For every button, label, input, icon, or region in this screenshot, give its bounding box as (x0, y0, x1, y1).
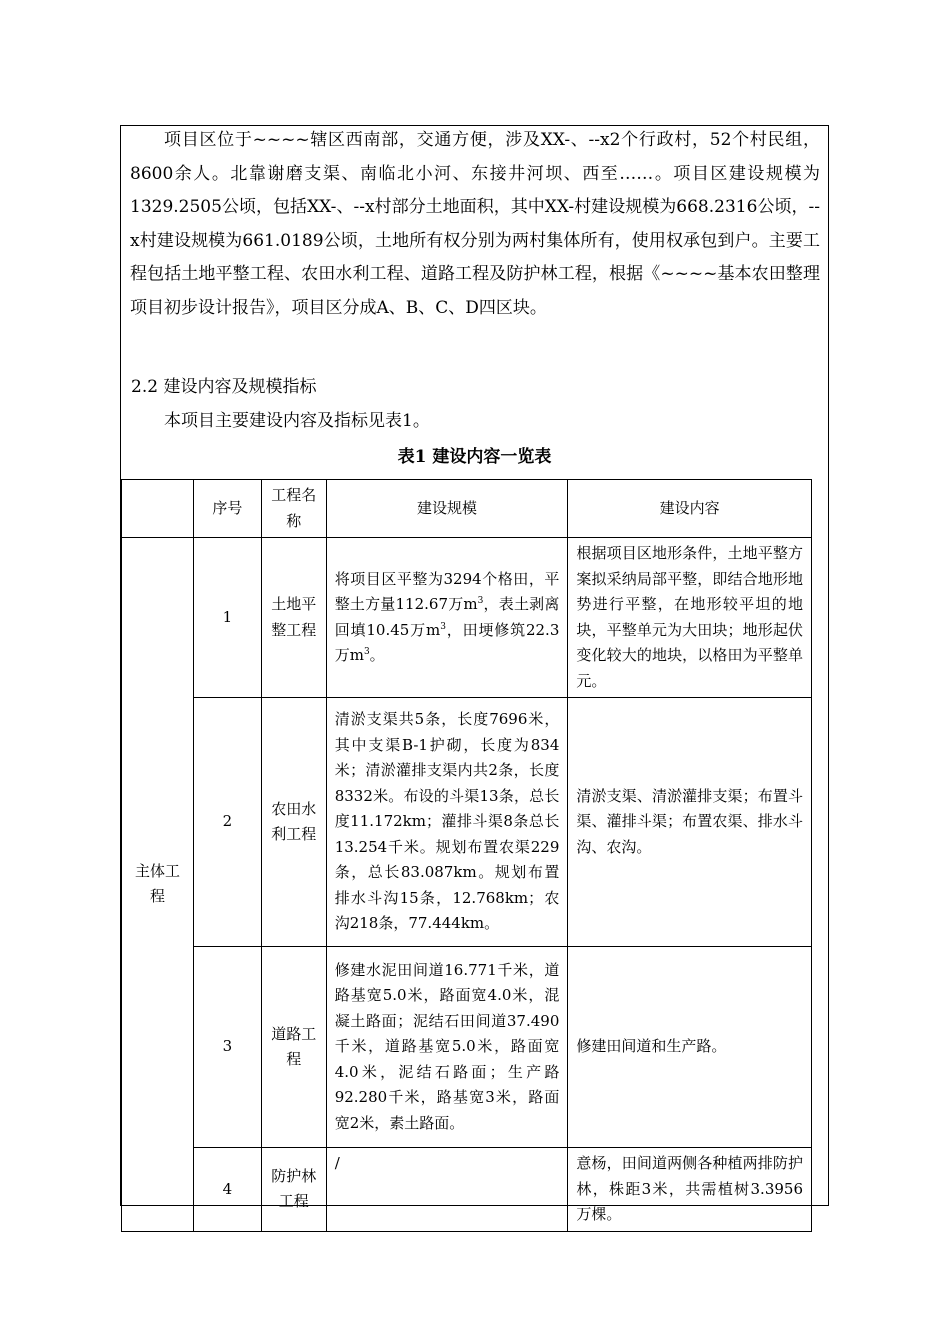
row-project-name: 土地平整工程 (261, 538, 326, 698)
scale-text: 将项目区平整为3294个格田，平整土方量112.67万m (334, 569, 560, 613)
intro-paragraph: 项目区位于~~~~辖区西南部，交通方便，涉及XX-、--x2个行政村，52个村民组，8600余人。北靠谢磨支渠、南临北小河、东接井河坝、西至……。项目区建设规模为1329.2505公顷，包括XX-、--x村部分土地面积，其中XX-村建设规模为668.2316公顷，--x村建设规模为661.0189公顷，土地所有权分别为两村集体所有，使用权承包到户。主要工程包括土地平整工程、农田水利工程、道路工程及防护林工程，根据《~~~~基本农田整理项目初步设计报告》，项目区分成A、B、C、D四区块。 (130, 130, 820, 318)
scale-text: ，田埂修筑22.3万m (334, 620, 560, 664)
superscript: 3 (363, 647, 370, 657)
row-project-name: 防护林工程 (261, 1148, 326, 1232)
row-content: 意杨，田间道两侧各种植两排防护林，株距3米，共需植树3.3956万棵。 (568, 1148, 812, 1232)
section-heading: 2.2 建设内容及规模指标 (131, 377, 317, 397)
table-row (122, 947, 812, 1148)
header-category (122, 480, 194, 538)
superscript: 3 (477, 596, 484, 606)
superscript: 3 (440, 621, 446, 632)
header-number: 序号 (193, 480, 261, 538)
construction-content-table (121, 479, 812, 1232)
row-content: 根据项目区地形条件，土地平整方案拟采纳局部平整，即结合地形地势进行平整，在地形较平坦的地块，平整单元为大田块；地形起伏变化较大的地块，以格田为平整单元。 (568, 538, 812, 698)
row-number: 1 (193, 538, 261, 698)
row-scale: / (326, 1148, 568, 1232)
scale-text: 。 (369, 646, 385, 664)
header-scale: 建设规模 (326, 480, 568, 538)
row-scale: 清淤支渠共5条，长度7696米，其中支渠B-1护砌，长度为834米；清淤灌排支渠内共2条，长度8332米。布设的斗渠13条，总长度11.172km；灌排斗渠8条总长13.254千米。规划布置农渠229条，总长83.087km。规划布置排水斗沟15条，12.768km；农沟218条，77.444km。 (326, 698, 568, 947)
header-content: 建设内容 (568, 480, 812, 538)
row-content: 修建田间道和生产路。 (568, 947, 812, 1148)
row-scale: 修建水泥田间道16.771千米，道路基宽5.0米，路面宽4.0米，混凝土路面；泥结石田间道37.490千米，道路基宽5.0米，路面宽4.0米，泥结石路面；生产路92.280千米，路基宽3米，路面宽2米，素土路面。 (326, 947, 568, 1148)
table-header-row (122, 480, 812, 538)
row-number: 3 (193, 947, 261, 1148)
table-row (122, 538, 812, 698)
table-row (122, 1148, 812, 1232)
row-number: 2 (193, 698, 261, 947)
category-cell: 主体工程 (122, 538, 194, 1232)
row-project-name: 农田水利工程 (261, 698, 326, 947)
row-scale (326, 538, 568, 698)
row-project-name: 道路工程 (261, 947, 326, 1148)
section-intro: 本项目主要建设内容及指标见表1。 (164, 411, 430, 431)
header-project-name: 工程名称 (261, 480, 326, 538)
scale-text: ，表土剥离回填10.45万m (334, 595, 560, 639)
table-row (122, 698, 812, 947)
table-caption: 表1 建设内容一览表 (397, 447, 552, 467)
row-number: 4 (193, 1148, 261, 1232)
row-content: 清淤支渠、清淤灌排支渠；布置斗渠、灌排斗渠；布置农渠、排水斗沟、农沟。 (568, 698, 812, 947)
